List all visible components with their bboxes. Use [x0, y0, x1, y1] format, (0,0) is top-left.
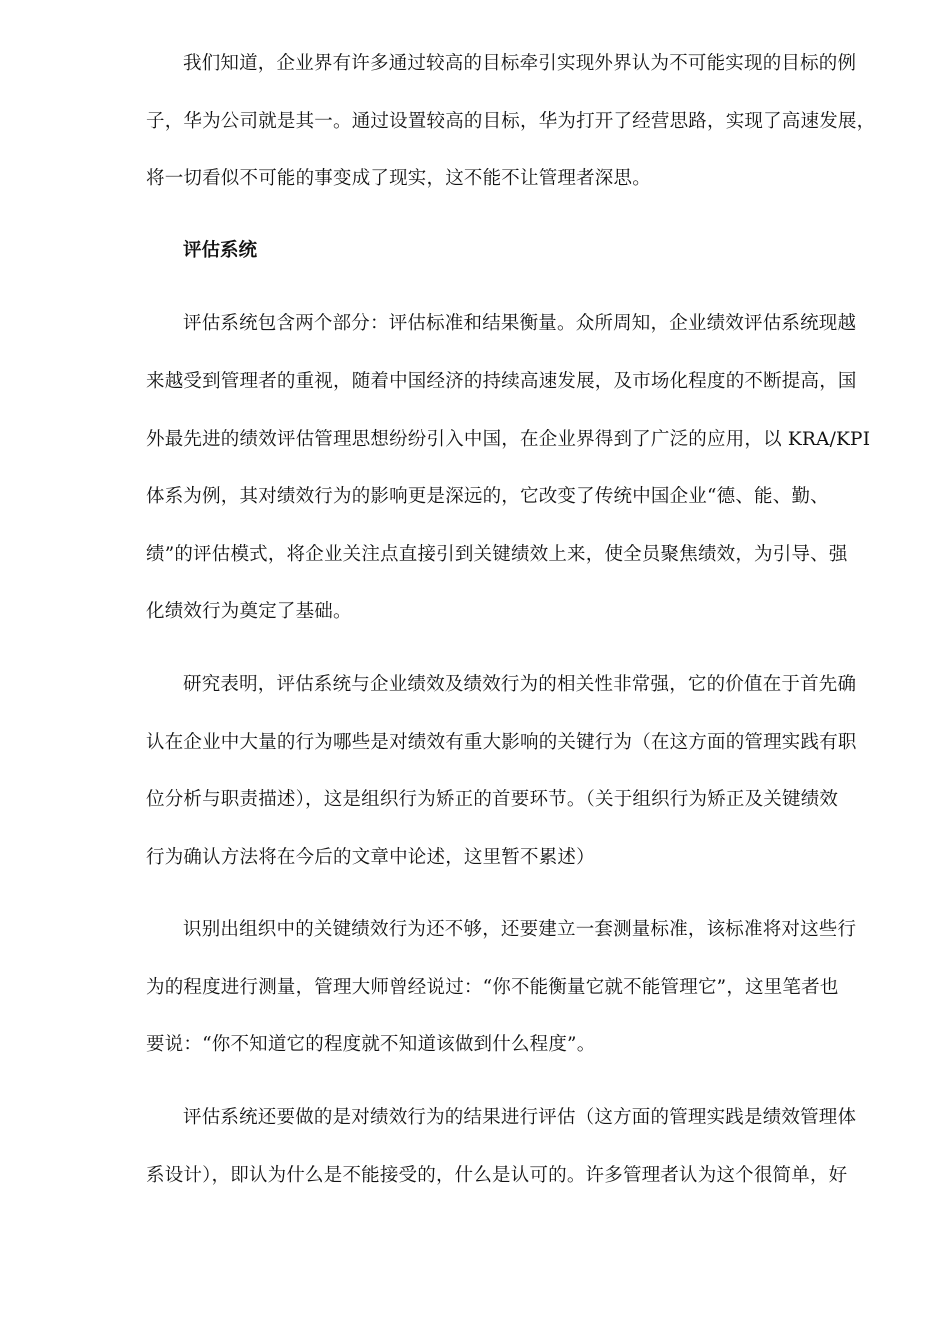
paragraph-2-line-4: 体系为例，其对绩效行为的影响更是深远的，它改变了传统中国企业“德、能、勤、 [146, 486, 829, 507]
paragraph-5-line-2: 系设计），即认为什么是不能接受的，什么是认可的。许多管理者认为这个很简单，好 [146, 1165, 848, 1186]
paragraph-2-line-1: 评估系统包含两个部分：评估标准和结果衡量。众所周知，企业绩效评估系统现越 [183, 313, 857, 334]
paragraph-2-line-5: 绩”的评估模式，将企业关注点直接引到关键绩效上来，使全员聚焦绩效，为引导、强 [146, 544, 848, 565]
paragraph-3-line-4: 行为确认方法将在今后的文章中论述，这里暂不累述） [146, 847, 595, 868]
paragraph-4-line-3: 要说：“你不知道它的程度就不知道该做到什么程度”。 [146, 1034, 596, 1055]
paragraph-2-line-3: 外最先进的绩效评估管理思想纷纷引入中国，在企业界得到了广泛的应用，以 KRA/KPI [146, 429, 871, 450]
paragraph-1-line-1: 我们知道，企业界有许多通过较高的目标牵引实现外界认为不可能实现的目标的例 [183, 53, 857, 74]
paragraph-2-line-6: 化绩效行为奠定了基础。 [146, 601, 352, 622]
paragraph-2-line-2: 来越受到管理者的重视，随着中国经济的持续高速发展，及市场化程度的不断提高，国 [146, 371, 857, 392]
paragraph-3-line-1: 研究表明，评估系统与企业绩效及绩效行为的相关性非常强，它的价值在于首先确 [183, 674, 857, 695]
section-heading: 评估系统 [183, 240, 258, 261]
paragraph-5-line-1: 评估系统还要做的是对绩效行为的结果进行评估（这方面的管理实践是绩效管理体 [183, 1107, 857, 1128]
paragraph-3-line-3: 位分析与职责描述），这是组织行为矫正的首要环节。（关于组织行为矫正及关键绩效 [146, 789, 839, 810]
paragraph-3-line-2: 认在企业中大量的行为哪些是对绩效有重大影响的关键行为（在这方面的管理实践有职 [146, 732, 857, 753]
paragraph-1-line-3: 将一切看似不可能的事变成了现实，这不能不让管理者深思。 [146, 168, 651, 189]
paragraph-4-line-1: 识别出组织中的关键绩效行为还不够，还要建立一套测量标准，该标准将对这些行 [183, 919, 857, 940]
paragraph-4-line-2: 为的程度进行测量，管理大师曾经说过：“你不能衡量它就不能管理它”，这里笔者也 [146, 977, 839, 998]
paragraph-1-line-2: 子，华为公司就是其一。通过设置较高的目标，华为打开了经营思路，实现了高速发展， [146, 111, 876, 132]
